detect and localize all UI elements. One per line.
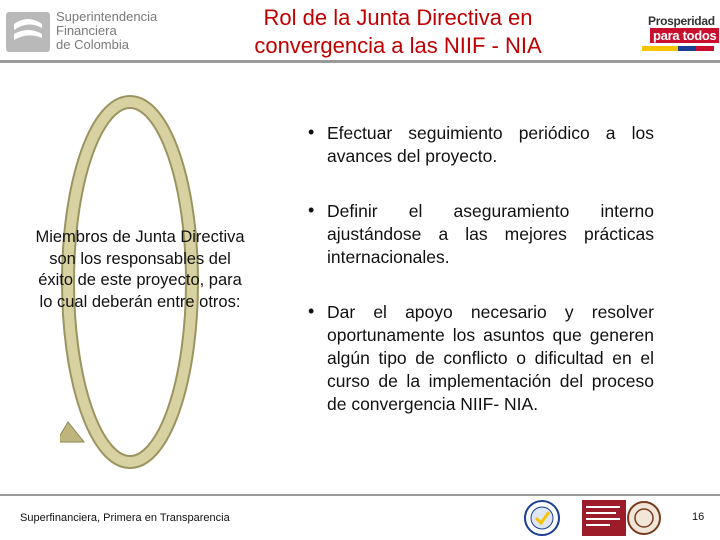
org-name-line1: Superintendencia [56,9,158,24]
list-item [308,200,654,269]
bullet-icon: • [308,200,315,220]
superintendencia-logo [6,10,176,56]
sfc-logo-icon [6,12,50,52]
org-name-line2: Financiera [56,23,117,38]
title-line2: convergencia a las NIIF - NIA [254,33,542,58]
iso-certification-icon [516,498,568,538]
slide-title [188,4,608,60]
bullet-icon: • [308,122,315,142]
bullet-list [308,122,654,448]
bureau-veritas-certification-icon [582,498,662,538]
footer-tagline: Superfinanciera, Primera en Transparencia [20,512,230,524]
bullet-icon: • [308,301,315,321]
junta-description: Miembros de Junta Directiva son los responsables del éxito de este proyecto, para lo cual deberán entre otros: [35,228,245,311]
flag-stripe [642,46,714,51]
header-divider [0,60,720,63]
page-number: 16 [692,511,705,523]
prosperidad-logo-icon [642,10,717,54]
list-item [308,301,654,416]
bullet-text: Dar el apoyo necesario y resolver oportunamente los asuntos que generen algún tipo de conflicto o dificultad en el curso de la implementación del proceso de convergencia NIIF- NIA. [327,302,654,414]
bullet-text: Definir el aseguramiento interno ajustándose a las mejores prácticas internacionales. [327,201,654,267]
title-line1: Rol de la Junta Directiva en [263,5,533,30]
list-item [308,122,654,168]
footer-divider [0,494,720,496]
slogan-line1: Prosperidad [648,14,715,28]
bullet-text: Efectuar seguimiento periódico a los avances del proyecto. [327,123,654,166]
org-name-line3: de Colombia [56,37,129,52]
org-name [56,10,157,52]
slogan-line2: para todos [650,28,719,43]
